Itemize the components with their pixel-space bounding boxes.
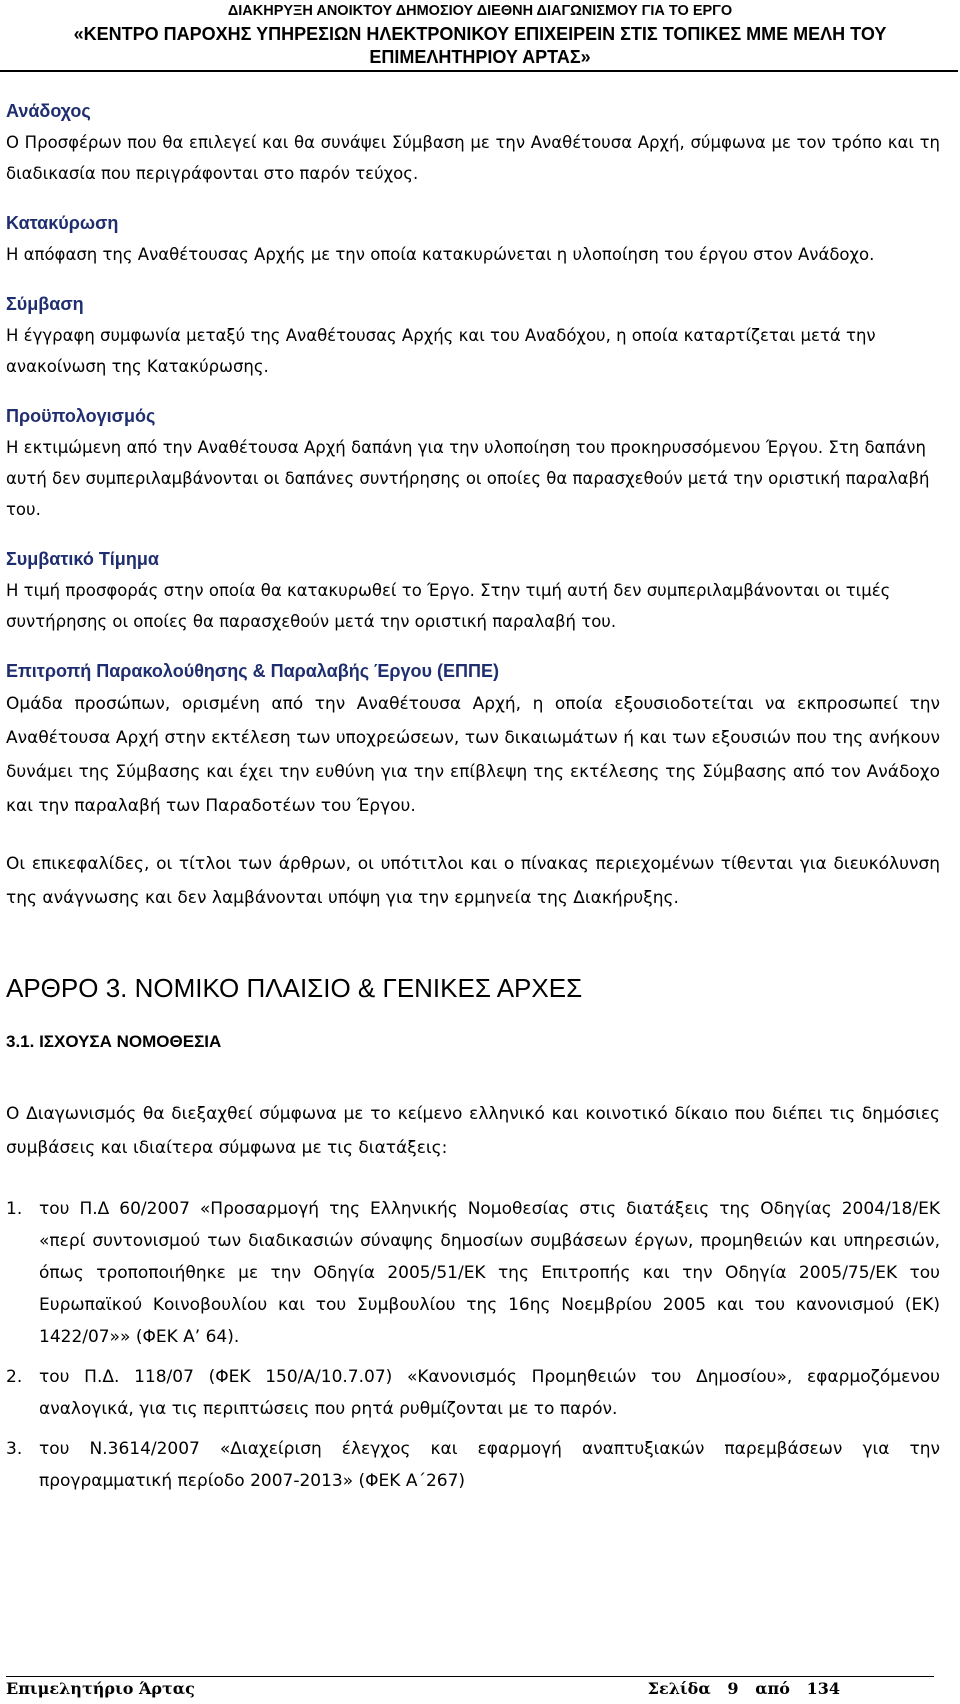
header-line-2: «ΚΕΝΤΡΟ ΠΑΡΟΧΗΣ ΥΠΗΡΕΣΙΩΝ ΗΛΕΚΤΡΟΝΙΚΟΥ ΕΠΙΧΕΙΡΕΙΝ ΣΤΙΣ ΤΟΠΙΚΕΣ ΜΜΕ ΜΕΛΗ ΤΟΥ (73, 24, 887, 44)
headings-note: Οι επικεφαλίδες, οι τίτλοι των άρθρων, οι υπότιτλοι και ο πίνακας περιεχομένων τίθενται για διευκόλυνση της ανάγνωσης και δεν λαμβάνονται υπόψη για την ερμηνεία της Διακήρυξης. (6, 854, 940, 908)
article-title: ΑΡΘΡΟ 3. ΝΟΜΙΚΟ ΠΛΑΙΣΙΟ & ΓΕΝΙΚΕΣ ΑΡΧΕΣ (6, 973, 583, 1003)
footer-organization: Επιμελητήριο Άρτας (6, 1679, 195, 1698)
definition-text: Η απόφαση της Αναθέτουσας Αρχής με την οποία κατακυρώνεται η υλοποίηση του έργου στον Ανάδοχο. (6, 245, 875, 264)
footer-divider (6, 1676, 934, 1677)
header-divider (0, 70, 958, 72)
definition-symvatiko-timima (6, 544, 940, 637)
definition-proypologismos (6, 401, 940, 525)
definition-term: Συμβατικό Τίμημα (6, 549, 159, 569)
definition-text: Η έγγραφη συμφωνία μεταξύ της Αναθέτουσας Αρχής και του Αναδόχου, η οποία καταρτίζεται μετά την ανακοίνωση της Κατακύρωσης. (6, 326, 876, 376)
section-intro: Ο Διαγωνισμός θα διεξαχθεί σύμφωνα με το κείμενο ελληνικό και κοινοτικό δίκαιο που διέπει τις δημόσιες συμβάσεις και ιδιαίτερα σύμφωνα με τις διατάξεις: (6, 1104, 940, 1158)
list-item-text: του Π.Δ 60/2007 «Προσαρμογή της Ελληνικής Νομοθεσίας στις διατάξεις της Οδηγίας 2004/18/ΕΚ «περί συντονισμού των διαδικασιών σύναψης δημοσίων συμβάσεων έργων, προμηθειών και υπηρεσιών, όπως τροποποιήθηκε με την Οδηγία 2005/51/ΕΚ της Επιτροπής και την Οδηγία 2005/75/ΕΚ του Ευρωπαϊκού Κοινοβουλίου και του Συμβουλίου της 16ης Νοεμβρίου 2005 και του κανονισμού (ΕΚ) 1422/07»» (ΦΕΚ Α’ 64). (39, 1199, 940, 1347)
list-item (6, 1433, 940, 1497)
definition-text: Ομάδα προσώπων, ορισμένη από την Αναθέτουσα Αρχή, η οποία εξουσιοδοτείται να εκπροσωπεί την Αναθέτουσα Αρχή στην εκτέλεση των υποχρεώσεων, των δικαιωμάτων ή και των εξουσιών που της ανήκουν δυνάμει της Σύμβασης και έχει την ευθύνη για την επίβλεψη της εκτέλεσης της Σύμβασης από τον Ανάδοχο και την παραλαβή των Παραδοτέων του Έργου. (6, 694, 940, 816)
definition-text: Η εκτιμώμενη από την Αναθέτουσα Αρχή δαπάνη για την υλοποίηση του προκηρυσσόμενου Έργου. Στη δαπάνη αυτή δεν συμπεριλαμβάνονται οι δαπάνες συντήρησης οι οποίες θα παρασχεθούν μετά την οριστική παραλαβή του. (6, 438, 930, 519)
legislation-list (6, 1193, 940, 1497)
definition-symvasi (6, 289, 940, 382)
list-item-number: 1. (6, 1199, 23, 1219)
list-item-number: 3. (6, 1439, 23, 1459)
list-item (6, 1193, 940, 1353)
list-item-text: του Π.Δ. 118/07 (ΦΕΚ 150/Α/10.7.07) «Κανονισμός Προμηθειών του Δημοσίου», εφαρμοζόμενου αναλογικά, για τις περιπτώσεις που ρητά ρυθμίζονται με το παρόν. (39, 1367, 940, 1419)
definition-katakyrosi (6, 208, 940, 270)
header-line-3: ΕΠΙΜΕΛΗΤΗΡΙΟΥ ΑΡΤΑΣ» (369, 47, 591, 67)
definition-term: Επιτροπή Παρακολούθησης & Παραλαβής Έργου (ΕΠΠΕ) (6, 661, 500, 681)
definition-eppe (6, 656, 940, 823)
footer-page-number: Σελίδα 9 από 134 (647, 1679, 840, 1698)
document-header (0, 0, 960, 69)
list-item (6, 1361, 940, 1425)
definition-term: Σύμβαση (6, 294, 84, 314)
section-title: 3.1. ΙΣΧΟΥΣΑ ΝΟΜΟΘΕΣΙΑ (6, 1032, 222, 1051)
header-line-1: ΔΙΑΚΗΡΥΞΗ ΑΝΟΙΚΤΟΥ ΔΗΜΟΣΙΟΥ ΔΙΕΘΝΗ ΔΙΑΓΩΝΙΣΜΟΥ ΓΙΑ ΤΟ ΕΡΓΟ (227, 3, 733, 19)
page-content (6, 96, 940, 1505)
definition-term: Προϋπολογισμός (6, 406, 156, 426)
definition-anadoxos (6, 96, 940, 189)
definition-text: Η τιμή προσφοράς στην οποία θα κατακυρωθεί το Έργο. Στην τιμή αυτή δεν συμπεριλαμβάνονται οι τιμές συντήρησης οι οποίες θα παρασχεθούν μετά την οριστική παραλαβή του. (6, 581, 891, 631)
definition-text: Ο Προσφέρων που θα επιλεγεί και θα συνάψει Σύμβαση με την Αναθέτουσα Αρχή, σύμφωνα με τον τρόπο και τη διαδικασία που περιγράφονται στο παρόν τεύχος. (6, 133, 940, 183)
list-item-number: 2. (6, 1367, 23, 1387)
definition-term: Ανάδοχος (6, 101, 91, 121)
definition-term: Κατακύρωση (6, 213, 119, 233)
list-item-text: του Ν.3614/2007 «Διαχείριση έλεγχος και εφαρμογή αναπτυξιακών παρεμβάσεων για την προγραμματική περίοδο 2007-2013» (ΦΕΚ Α΄267) (39, 1439, 940, 1491)
